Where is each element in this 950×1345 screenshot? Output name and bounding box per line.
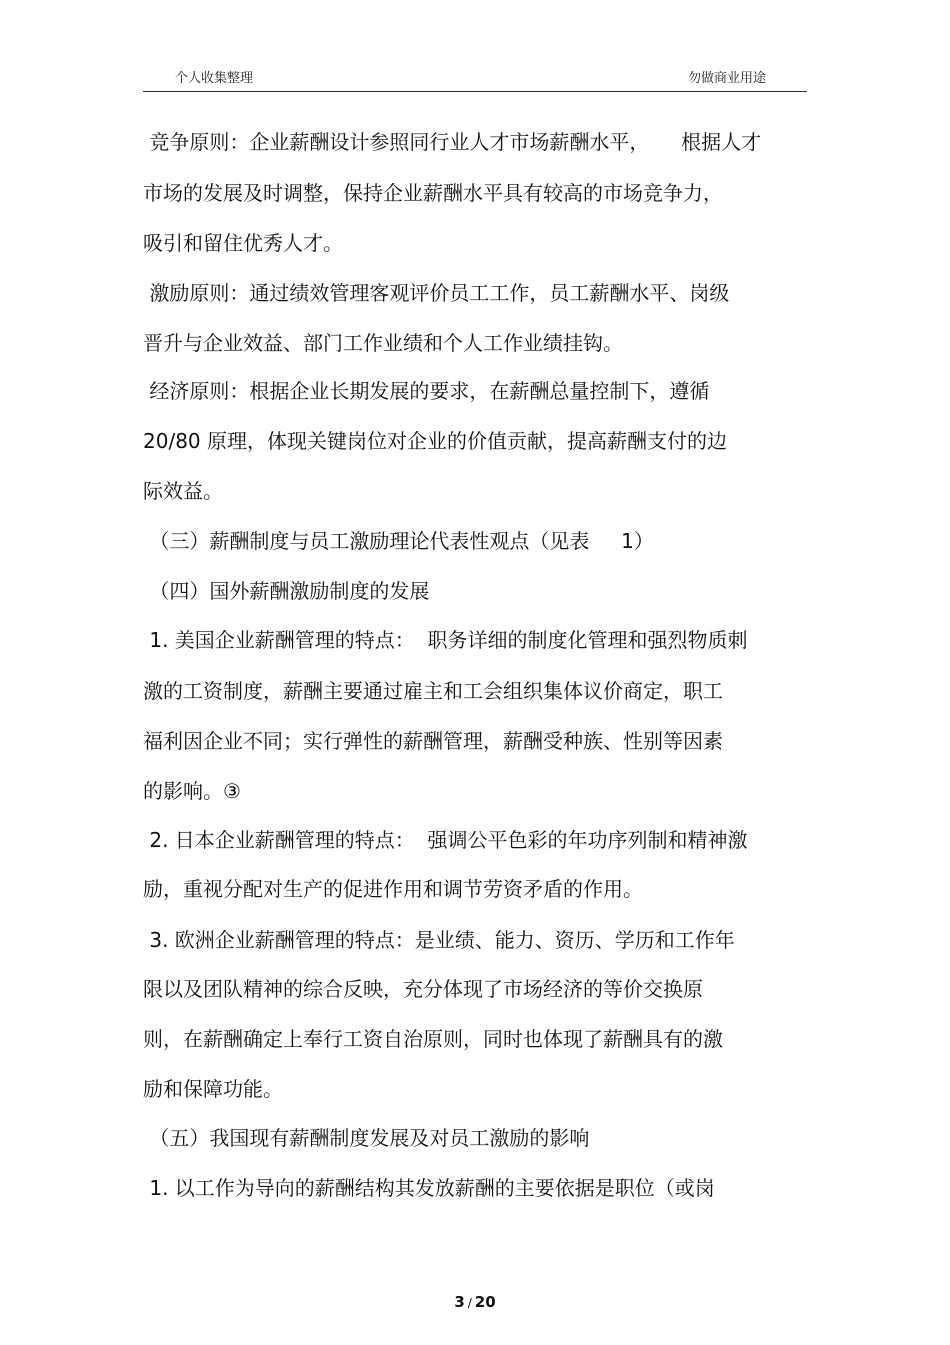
- header-left-text: 个人收集整理: [175, 71, 254, 86]
- body-line: 励，重视分配对生产的促进作用和调节劳资矛盾的作用。: [143, 877, 643, 901]
- body-line: 吸引和留住优秀人才。: [143, 231, 343, 255]
- body-line: 2. 日本企业薪酬管理的特点： 强调公平色彩的年功序列制和精神激: [143, 828, 748, 852]
- header-right-text: 勿做商业用途: [688, 71, 767, 86]
- body-line: 限以及团队精神的综合反映，充分体现了市场经济的等价交换原: [143, 977, 703, 1001]
- body-line: 福利因企业不同；实行弹性的薪酬管理，薪酬受种族、性别等因素: [143, 729, 723, 753]
- body-line: 经济原则：根据企业长期发展的要求，在薪酬总量控制下，遵循: [143, 379, 710, 403]
- body-line: 3. 欧洲企业薪酬管理的特点：是业绩、能力、资历、学历和工作年: [143, 928, 735, 952]
- body-line: 激励原则：通过绩效管理客观评价员工工作，员工薪酬水平、岗级: [143, 281, 730, 305]
- body-line: 1. 以工作为导向的薪酬结构其发放薪酬的主要依据是职位（或岗: [143, 1176, 715, 1200]
- body-line: 的影响。③: [143, 779, 241, 803]
- body-line: （三）薪酬制度与员工激励理论代表性观点（见表 1）: [143, 529, 654, 553]
- body-line: 市场的发展及时调整，保持企业薪酬水平具有较高的市场竞争力，: [143, 181, 723, 205]
- body-line: 激的工资制度，薪酬主要通过雇主和工会组织集体议价商定，职工: [143, 679, 723, 703]
- body-line: （四）国外薪酬激励制度的发展: [143, 579, 430, 603]
- total-pages: 20: [474, 1293, 496, 1311]
- body-line: 晋升与企业效益、部门工作业绩和个人工作业绩挂钩。: [143, 331, 623, 355]
- body-line: 励和保障功能。: [143, 1077, 283, 1101]
- body-line: 则，在薪酬确定上奉行工资自治原则，同时也体现了薪酬具有的激: [143, 1027, 723, 1051]
- page-separator: /: [467, 1296, 472, 1310]
- body-line: 20/80 原理，体现关键岗位对企业的价值贡献，提高薪酬支付的边: [143, 429, 727, 453]
- body-line: 际效益。: [143, 479, 223, 503]
- current-page: 3: [454, 1293, 465, 1311]
- body-line: （五）我国现有薪酬制度发展及对员工激励的影响: [143, 1126, 590, 1150]
- body-line: 1. 美国企业薪酬管理的特点： 职务详细的制度化管理和强烈物质刺: [143, 628, 748, 652]
- page-number: [0, 1293, 950, 1311]
- header-rule: [143, 91, 807, 92]
- body-line: 竞争原则：企业薪酬设计参照同行业人才市场薪酬水平， 根据人才: [143, 130, 762, 154]
